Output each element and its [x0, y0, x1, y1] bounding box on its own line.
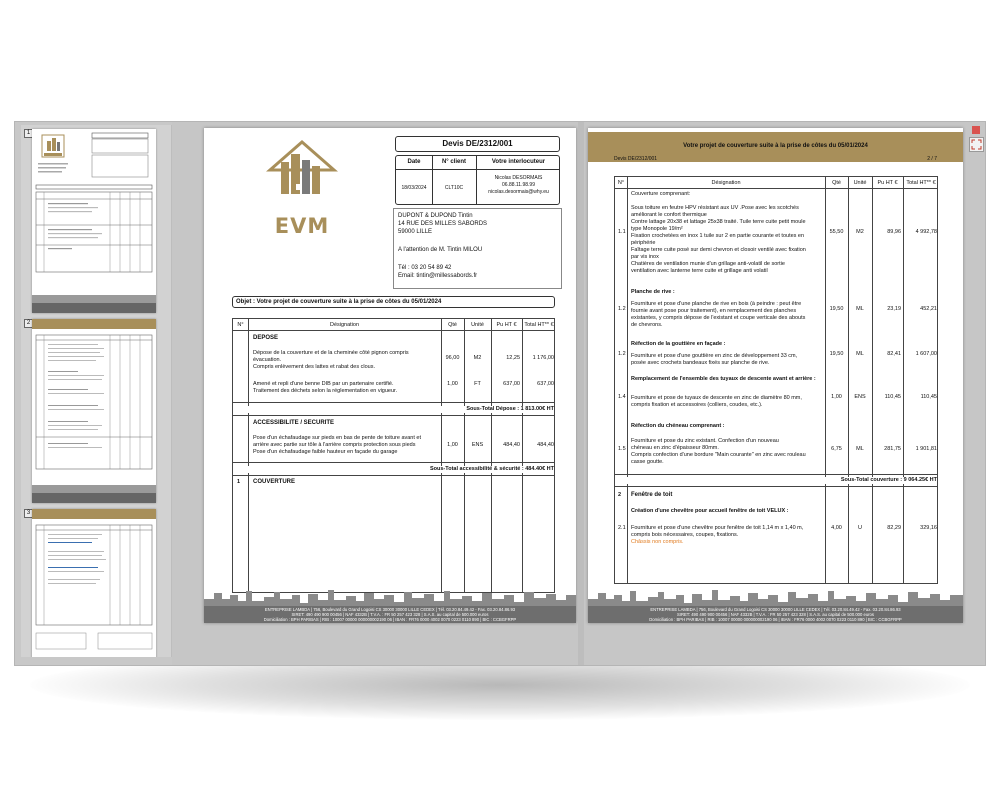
- page2-band-title: Votre projet de couverture suite à la prise de côtes du 05/01/2024: [683, 143, 868, 149]
- footer-line-2: SIRET: 490 490 900 00456 | NAF 4332B | T.V.A. : FR 50 257 423 328 | S.A.S. au capital de 500.000 euros: [677, 612, 874, 618]
- meta-header-client: N° client: [441, 159, 467, 165]
- row-1-2b-total: 1 607,00: [915, 351, 937, 357]
- row-1-2b-unit: ML: [856, 351, 864, 357]
- access-line-3: Pose d'un échafaudage faible hauteur en façade du garage: [253, 449, 398, 455]
- close-icon[interactable]: [972, 126, 980, 134]
- row-1-1-line: Faîtage terre cuite posé sur demi chevron et closoir ventilé avec fixation: [631, 247, 806, 253]
- benne-line-2: Traitement des déchets selon la réglementation en vigueur.: [253, 388, 398, 394]
- row-1-2a-num: 1.2: [618, 306, 626, 312]
- row-1-5-qty: 6,75: [831, 446, 842, 452]
- row-1-1-total: 4 992,78: [915, 229, 937, 235]
- row-1-5-line: Fourniture et pose du zinc existant. Confection d'un nouveau: [631, 438, 779, 444]
- footer-skyline: [588, 589, 963, 607]
- footer-band: [204, 606, 576, 623]
- row-1-4-title: Remplacement de l'ensemble des tuyaux de descente avant et arrière :: [631, 376, 816, 382]
- evm-logo: [264, 140, 340, 218]
- subtotal-depose: Sous-Total Dépose : 1 813.00€ HT: [248, 406, 554, 413]
- row-1-4-line: Fourniture et pose de tuyaux de descente en zinc de diamètre 80 mm,: [631, 395, 802, 401]
- subtotal-access: Sous-Total accessibilité & sécurité : 484.40€ HT: [248, 466, 554, 473]
- row-1-2a-unit: ML: [856, 306, 864, 312]
- row-1-2b-pu: 82,41: [887, 351, 901, 357]
- meta-date: 18/03/2024: [401, 185, 427, 191]
- col-header-num: N°: [617, 180, 625, 186]
- benne-total: 637,00: [537, 381, 554, 387]
- col-header-designation: Désignation: [329, 322, 360, 328]
- thumbnail-page-2[interactable]: [32, 319, 156, 503]
- row-1-2a-line: fournie avant pose pour traitement), en remplacement des planches: [631, 308, 797, 314]
- objet-box: [232, 296, 555, 308]
- subtotal-couverture: Sous-Total couverture : 9 064.25€ HT: [627, 477, 937, 484]
- row-1-1-qty: 55,50: [829, 229, 844, 235]
- thumbnail-number: 1: [24, 129, 33, 138]
- row-1-1-line: périphérie: [631, 240, 656, 246]
- access-unit: ENS: [471, 442, 484, 448]
- depose-unit: M2: [473, 355, 482, 361]
- thumbnail-page-3-preview: [32, 509, 156, 657]
- thumbnail-page-2-preview: [32, 319, 156, 503]
- row-1-2b-line: Fourniture et pose d'une gouttière en zinc de développement 33 cm,: [631, 353, 798, 359]
- address-name: DUPONT & DUPOND Tintin: [398, 213, 473, 219]
- benne-unit: FT: [474, 381, 481, 387]
- col-header-pu: Pu HT €: [877, 180, 898, 186]
- col-header-total: Total HT** €: [906, 180, 936, 186]
- row-2-1-total: 329,16: [920, 525, 937, 531]
- section-couverture-title: COUVERTURE: [253, 479, 296, 485]
- row-1-2b-line: posée avec crochets bandeaux fixés sur planche de rive.: [631, 360, 770, 366]
- row-2-1-num: 2.1: [618, 525, 626, 531]
- row-1-1-line: Sous toiture en feutre HPV résistant aux UV .Pose avec les scotchés: [631, 205, 799, 211]
- section-couverture-num: 1: [237, 479, 241, 485]
- row-1-4-total: 110,45: [920, 394, 937, 400]
- row-1-4-num: 1.4: [618, 394, 626, 400]
- expand-icon: [970, 138, 983, 151]
- quote-table-continued: [614, 176, 938, 584]
- logo-wordmark: EVM: [274, 214, 330, 238]
- row-1-2a-pu: 23,19: [887, 306, 901, 312]
- row-1-5-line: Compris confection d'une bordure "Main courante" en zinc avec rouleau: [631, 452, 806, 458]
- address-street: 14 RUE DES MILLES SABORDS: [398, 221, 488, 227]
- thumbnail-page-3[interactable]: [32, 509, 156, 657]
- row-1-5-num: 1.5: [618, 446, 626, 452]
- footer-line-2: SIRET: 490 490 900 00456 | NAF 4332B | T.V.A. : FR 50 257 423 328 | S.A.S. au capital de 500.000 euros: [291, 612, 489, 618]
- expand-button[interactable]: [969, 137, 984, 152]
- thumbnail-page-1[interactable]: [32, 129, 156, 313]
- page-divider: [578, 122, 584, 665]
- col-header-num: N°: [237, 322, 244, 328]
- meta-header-contact: Votre interlocuteur: [491, 159, 546, 165]
- depose-qty: 96,00: [445, 355, 460, 361]
- row-1-2b-qty: 19,50: [829, 351, 844, 357]
- row-1-1-line: type Monopole 19/m²: [631, 226, 683, 232]
- row-1-2a-title: Planche de rive :: [631, 289, 675, 295]
- row-1-1-line: ventilation avec lanterne terre cuite et grillage anti volatil: [631, 268, 768, 274]
- row-1-2a-designation: [631, 301, 823, 329]
- section-access-title: ACCESSIBILITE / SECURITE: [253, 420, 335, 426]
- pdf-viewer-frame: [14, 121, 986, 666]
- footer-skyline: [204, 589, 576, 607]
- meta-contact-name: Nicolas DESORMAIS: [494, 175, 543, 181]
- access-total: 484,40: [537, 442, 554, 448]
- row-1-1-line: [631, 198, 823, 205]
- col-header-unit: Unité: [471, 322, 484, 328]
- col-header-qty: Qté: [448, 322, 457, 328]
- col-header-total: Total HT** €: [524, 322, 554, 328]
- col-header-pu: Pu HT €: [496, 322, 517, 328]
- row-1-2b-designation: [631, 353, 823, 367]
- access-qty: 1,00: [447, 442, 458, 448]
- row-1-2a-line: existantes, y compris dépose de l'existant et coupe verticale des abouts: [631, 315, 806, 321]
- row-2-1-qty: 4,00: [831, 525, 842, 531]
- row-1-4-pu: 110,45: [884, 394, 901, 400]
- row-2-1-unit: U: [858, 525, 862, 531]
- row-1-4-designation: [631, 395, 823, 409]
- row-1-5-pu: 281,75: [884, 446, 901, 452]
- row-1-1-line: par vis inox: [631, 254, 659, 260]
- row-1-4-unit: ENS: [854, 394, 866, 400]
- address-city: 59000 LILLE: [398, 229, 433, 235]
- benne-line-1: Amené et repli d'une benne DIB par un partenaire certifié.: [253, 381, 394, 387]
- depose-total: 1 176,00: [532, 355, 554, 361]
- meta-header-date: Date: [407, 159, 421, 165]
- page2-header-band: [588, 132, 963, 162]
- row-1-2b-num: 1.2: [618, 351, 626, 357]
- row-1-5-line: chéneau en zinc d'épaisseur 80mm.: [631, 445, 719, 451]
- access-line-2: arrière avec partie sur tôle à l'arrière compris protection sous pieds: [253, 442, 416, 448]
- doc-title: Devis DE/2312/001: [442, 139, 513, 148]
- row-1-5-unit: ML: [856, 446, 864, 452]
- benne-pu: 637,00: [503, 381, 520, 387]
- row-1-4-qty: 1,00: [831, 394, 842, 400]
- thumbnail-number: 2: [24, 319, 33, 328]
- col-header-qty: Qté: [832, 180, 841, 186]
- meta-client: CLT10C: [444, 185, 464, 191]
- doc-title-box: [395, 136, 560, 152]
- depose-line-2: Compris enlèvement des lattes et rabat des clous.: [253, 364, 375, 370]
- thumbnail-page-1-preview: [32, 129, 156, 313]
- footer-line-3: Domiciliation : BPH PARIBAS | RIB : 10007 00000 000000002190 06 | IBAN : FR76 0000 4002 0070 0223 0110 890 | BIC : CCBGFRPP: [263, 617, 517, 623]
- row-1-2a-line: Fourniture et pose d'une planche de rive en bois (à peindre : peut être: [631, 301, 802, 307]
- row-2-1-designation: [631, 525, 823, 546]
- row-2-1-title: Création d'une chevêtre pour accueil fenêtre de toit VELUX :: [631, 508, 789, 514]
- row-1-1-line: Chatières de ventilation munie d'un grillage anti-volatil de sortie: [631, 261, 785, 267]
- depose-line-1: Dépose de la couverture et de la cheminée côté pignon compris évacuation.: [253, 350, 409, 363]
- address-email: Email: tintin@millessabords.fr: [398, 273, 478, 279]
- section-depose-title: DEPOSE: [253, 335, 279, 341]
- page2-band-page: 2 / 7: [927, 156, 937, 162]
- row-1-1-line: améliorant le confort thermique: [631, 212, 707, 218]
- row-1-1-designation: [631, 191, 823, 275]
- row-2-1-line: compris bois nécessaires, coupes, fixations.: [631, 532, 739, 538]
- row-1-1-num: 1.1: [618, 229, 626, 235]
- document-page-2: [588, 128, 963, 623]
- thumbnail-number: 3: [24, 509, 33, 518]
- row-1-5-line: casse goutte.: [631, 459, 664, 465]
- row-1-2a-line: de chevrons.: [631, 322, 663, 328]
- section-2-num: 2: [618, 492, 622, 498]
- row-1-5-total: 1 901,81: [915, 446, 937, 452]
- address-tel: Tél : 03 20 54 89 42: [398, 265, 452, 271]
- meta-table: [395, 155, 560, 205]
- row-1-1-unit: M2: [856, 229, 864, 235]
- row-1-5-designation: [631, 438, 823, 466]
- address-attention: A l'attention de M. Tintin MILOU: [398, 247, 483, 253]
- row-2-1-pu: 82,29: [887, 525, 901, 531]
- depose-pu: 12,25: [506, 355, 520, 361]
- meta-contact-email: nicolas.desormais@why.eu: [488, 189, 549, 195]
- quote-table: [232, 318, 555, 593]
- col-header-unit: Unité: [853, 180, 867, 186]
- row-1-1-line: Contre lattage 20x38 et lattage 25x38 traité. Tuile terre cuite petit moule: [631, 219, 806, 225]
- address-box: [393, 208, 562, 289]
- footer-band: [588, 606, 963, 623]
- footer-line-1: ENTREPRISE LAMBDA | 756, Boulevard du Grand Logoisi CS 30000 30000 LILLE CEDEX | Tél. 03.20.84.49.42 - Fax. 03.20.84.86.93: [264, 607, 516, 612]
- row-1-4-line: compris fixation et accessoires (colliers, coudes, etc.).: [631, 402, 763, 408]
- row-1-1-pu: 89,96: [887, 229, 901, 235]
- document-viewer[interactable]: [172, 122, 985, 665]
- row-1-1-line: Couverture comprenant:: [631, 191, 691, 197]
- benne-qty: 1,00: [447, 381, 458, 387]
- document-page-1: [204, 128, 576, 623]
- footer-line-3: Domiciliation : BPH PARIBAS | RIB : 10007 00000 000000002190 06 | IBAN : FR76 0000 4002 0070 0223 0110 890 | BIC : CCBGFRPP: [649, 617, 902, 623]
- page2-band-doc: Devis DE/2312/001: [614, 156, 658, 162]
- col-header-designation: Désignation: [711, 180, 741, 186]
- row-2-1-note: Châssis non compris.: [631, 539, 684, 545]
- row-2-1-line: Fourniture et pose d'une chevêtre pour fenêtre de toit 1,14 m x 1,40 m,: [631, 525, 804, 531]
- access-line-1: Pose d'un échafaudage sur pieds en bas de pente de toiture avant et: [253, 435, 422, 441]
- row-1-2a-total: 452,21: [920, 306, 937, 312]
- footer-line-1: ENTREPRISE LAMBDA | 756, Boulevard du Grand Logoisi CS 30000 30000 LILLE CEDEX | Tél. 03.20.84.49.42 - Fax. 03.20.84.86.93: [650, 607, 901, 612]
- row-1-5-title: Réfection du chéneau comprenant :: [631, 423, 725, 429]
- row-1-1-line: Fixation crochetées en inox 1 tuile sur 2 en partie courante et toutes en: [631, 233, 805, 239]
- thumbnail-rail[interactable]: [21, 125, 173, 657]
- row-1-2a-qty: 19,50: [829, 306, 844, 312]
- objet-text: Objet : Votre projet de couverture suite à la prise de côtes du 05/01/2024: [236, 299, 442, 305]
- section-2-title: Fenêtre de toit: [631, 492, 673, 498]
- access-pu: 484,40: [503, 442, 520, 448]
- meta-contact-phone: 06.88.11.98.99: [502, 182, 535, 188]
- row-1-2b-title: Réfection de la gouttière en façade :: [631, 341, 726, 347]
